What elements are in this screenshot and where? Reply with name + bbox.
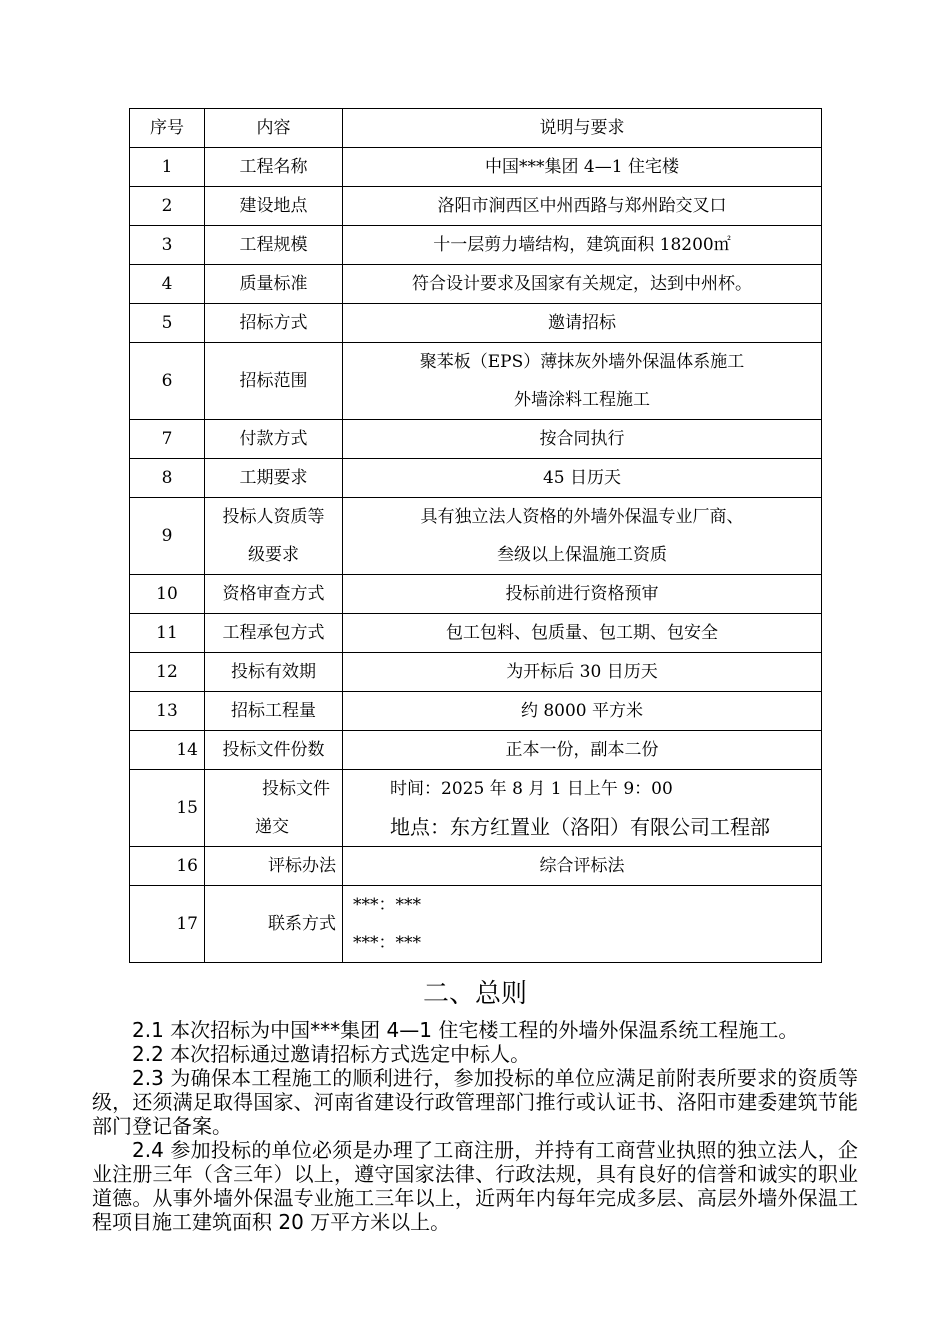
row-item: 联系方式 — [205, 886, 343, 963]
header-no: 序号 — [130, 109, 205, 148]
row-no: 4 — [130, 265, 205, 304]
table-row — [130, 614, 822, 653]
desc-line: 时间：2025 年 8 月 1 日上午 9：00 — [390, 779, 673, 799]
row-no: 13 — [130, 692, 205, 731]
row-item: 招标工程量 — [205, 692, 343, 731]
row-item: 工期要求 — [205, 459, 343, 498]
section-body — [92, 1018, 858, 1234]
table-row — [130, 770, 822, 847]
table-row — [130, 265, 822, 304]
row-item: 质量标准 — [205, 265, 343, 304]
table-row — [130, 886, 822, 963]
table-row — [130, 343, 822, 420]
row-desc: 约 8000 平方米 — [343, 692, 822, 731]
desc-line: 外墙涂料工程施工 — [514, 390, 650, 410]
row-no: 14 — [130, 731, 205, 770]
paragraph: 2.2 本次招标通过邀请招标方式选定中标人。 — [132, 1042, 531, 1066]
section-title: 二、总则 — [422, 979, 527, 1009]
paragraph: 2.3 为确保本工程施工的顺利进行，参加投标的单位应满足前附表所要求的资质等级，还须满足取得国家、河南省建设行政管理部门推行或认证书、洛阳市建委建筑节能部门登记备案。 — [92, 1066, 858, 1138]
row-no: 12 — [130, 653, 205, 692]
row-item — [205, 770, 343, 847]
row-no: 3 — [130, 226, 205, 265]
row-no: 2 — [130, 187, 205, 226]
row-item: 投标有效期 — [205, 653, 343, 692]
row-desc: 综合评标法 — [343, 847, 822, 886]
header-desc: 说明与要求 — [343, 109, 822, 148]
item-line: 投标人资质等 — [222, 507, 325, 527]
row-desc: 按合同执行 — [343, 420, 822, 459]
desc-line: 具有独立法人资格的外墙外保温专业厂商、 — [420, 507, 744, 527]
row-desc: 中国***集团 4—1 住宅楼 — [343, 148, 822, 187]
item-line: 投标文件 — [262, 779, 330, 799]
table-row — [130, 304, 822, 343]
table-row — [130, 575, 822, 614]
row-item: 付款方式 — [205, 420, 343, 459]
row-no: 8 — [130, 459, 205, 498]
row-desc — [343, 770, 822, 847]
row-no: 9 — [130, 498, 205, 575]
tender-info-table — [129, 108, 822, 963]
header-item: 内容 — [205, 109, 343, 148]
table-row — [130, 731, 822, 770]
table-header-row — [130, 109, 822, 148]
row-desc: 正本一份，副本二份 — [343, 731, 822, 770]
row-desc: 为开标后 30 日历天 — [343, 653, 822, 692]
row-desc: 45 日历天 — [343, 459, 822, 498]
table-row — [130, 459, 822, 498]
row-desc: 包工包料、包质量、包工期、包安全 — [343, 614, 822, 653]
paragraph: 2.4 参加投标的单位必须是办理了工商注册，并持有工商营业执照的独立法人，企业注册三年（含三年）以上，遵守国家法律、行政法规，具有良好的信誉和诚实的职业道德。从事外墙外保温专业施工三年以上，近两年内每年完成多层、高层外墙外保温工程项目施工建筑面积 20 万平方米以上。 — [92, 1138, 858, 1234]
row-item: 评标办法 — [205, 847, 343, 886]
row-no: 15 — [130, 770, 205, 847]
paragraph: 2.1 本次招标为中国***集团 4—1 住宅楼工程的外墙外保温系统工程施工。 — [132, 1018, 799, 1042]
row-item — [205, 498, 343, 575]
table-row — [130, 420, 822, 459]
table-row — [130, 692, 822, 731]
row-no: 10 — [130, 575, 205, 614]
row-item: 工程名称 — [205, 148, 343, 187]
row-item: 招标范围 — [205, 343, 343, 420]
row-no: 1 — [130, 148, 205, 187]
table-row — [130, 187, 822, 226]
row-desc: 邀请招标 — [343, 304, 822, 343]
table-row — [130, 226, 822, 265]
row-item: 工程承包方式 — [205, 614, 343, 653]
row-desc: 符合设计要求及国家有关规定，达到中州杯。 — [343, 265, 822, 304]
desc-line: ***：*** — [353, 895, 421, 915]
row-no: 5 — [130, 304, 205, 343]
row-no: 6 — [130, 343, 205, 420]
row-desc — [343, 343, 822, 420]
table-row — [130, 653, 822, 692]
row-desc: 洛阳市涧西区中州西路与郑州跆交叉口 — [343, 187, 822, 226]
row-item: 建设地点 — [205, 187, 343, 226]
row-no: 16 — [130, 847, 205, 886]
row-no: 17 — [130, 886, 205, 963]
row-item: 资格审查方式 — [205, 575, 343, 614]
row-item: 工程规模 — [205, 226, 343, 265]
item-line: 递交 — [255, 817, 289, 837]
desc-line: 叁级以上保温施工资质 — [497, 545, 667, 565]
table-row — [130, 148, 822, 187]
row-desc — [343, 498, 822, 575]
row-item: 投标文件份数 — [205, 731, 343, 770]
row-desc: 十一层剪力墙结构，建筑面积 18200㎡ — [343, 226, 822, 265]
desc-line: 地点：东方红置业（洛阳）有限公司工程部 — [390, 815, 770, 839]
row-no: 11 — [130, 614, 205, 653]
item-line: 级要求 — [248, 545, 299, 565]
row-desc — [343, 886, 822, 963]
table-row — [130, 498, 822, 575]
table-row — [130, 847, 822, 886]
desc-line: 聚苯板（EPS）薄抹灰外墙外保温体系施工 — [419, 352, 745, 372]
row-no: 7 — [130, 420, 205, 459]
row-item: 招标方式 — [205, 304, 343, 343]
desc-line: ***：*** — [353, 933, 421, 953]
row-desc: 投标前进行资格预审 — [343, 575, 822, 614]
